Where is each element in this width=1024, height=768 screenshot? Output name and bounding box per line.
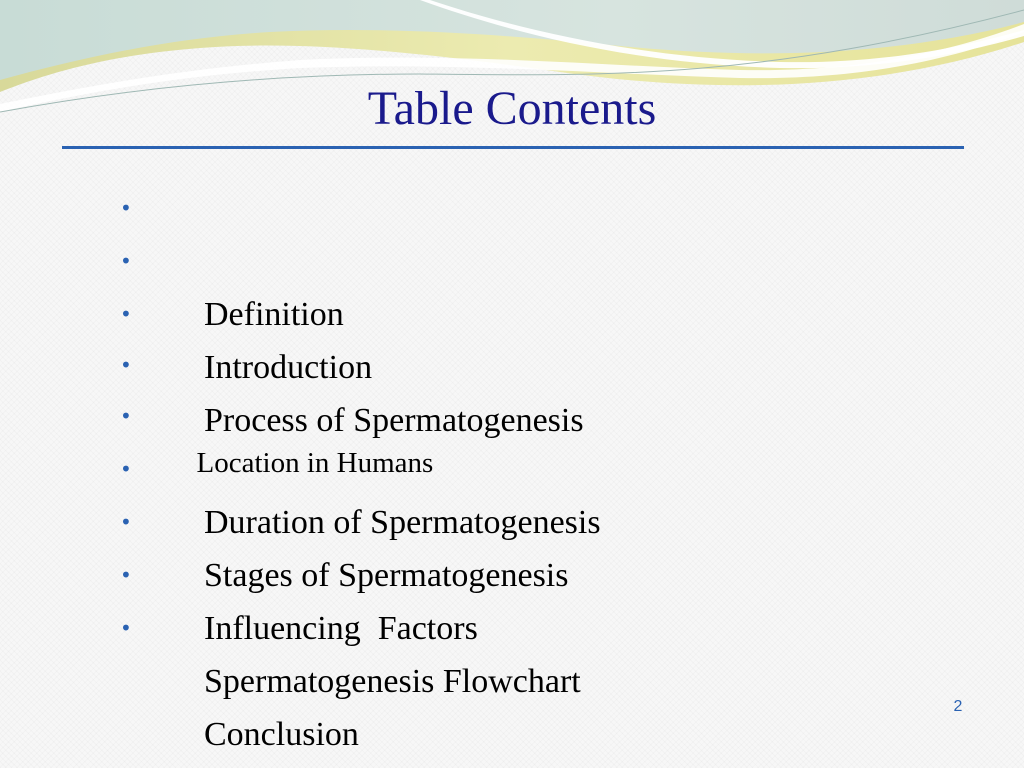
page-number: 2 <box>953 698 963 715</box>
toc-item-label: Spermatogenesis Flowchart <box>204 663 581 700</box>
bullet-icon: • <box>120 196 132 220</box>
slide-title: Table Contents <box>367 82 657 135</box>
bullet-icon: • <box>120 616 132 640</box>
bullet-icon: • <box>120 302 132 326</box>
bullet-icon: • <box>120 249 132 273</box>
bullet-icon: • <box>120 510 132 534</box>
bullet-icon: • <box>120 404 132 428</box>
bullet-icon: • <box>120 457 132 481</box>
toc-item-label: Stages of Spermatogenesis <box>204 557 569 594</box>
toc-item-label: Process of Spermatogenesis <box>204 402 584 439</box>
toc-item-label: Introduction <box>204 349 373 386</box>
table-of-contents-list <box>120 182 900 753</box>
toc-item-label: Location in Humans <box>196 447 434 479</box>
toc-item-definition <box>120 182 900 333</box>
toc-item-label: Conclusion <box>204 716 359 753</box>
bullet-icon: • <box>120 563 132 587</box>
toc-item-label: Definition <box>204 296 344 333</box>
title-underline <box>62 146 964 149</box>
bullet-icon: • <box>120 353 132 377</box>
toc-item-label: Duration of Spermatogenesis <box>204 504 601 541</box>
toc-item-label: Influencing Factors <box>204 610 478 647</box>
